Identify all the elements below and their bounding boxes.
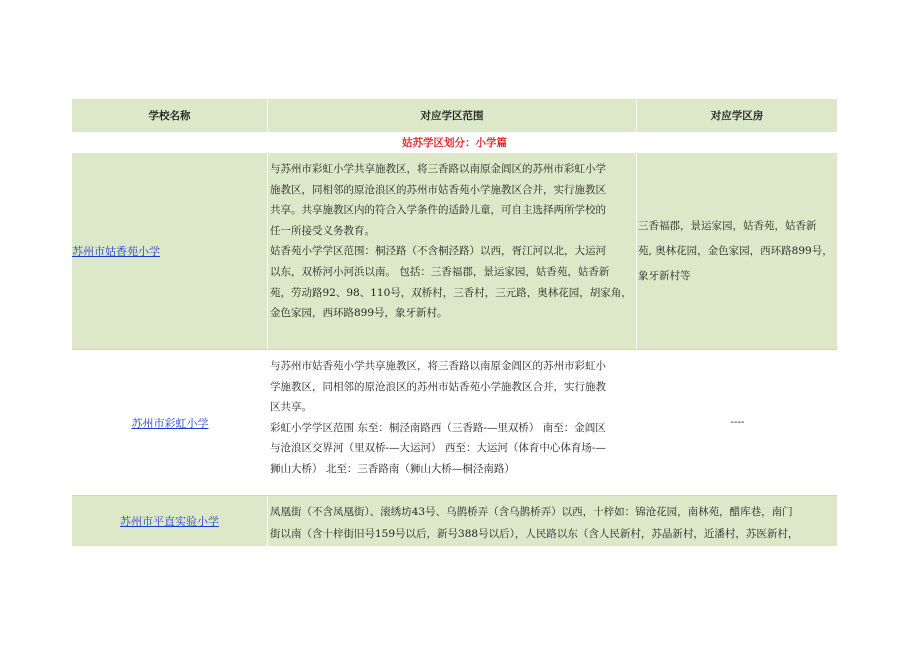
range-line: 狮山大桥） 北至：三香路南（狮山大桥—桐泾南路） bbox=[270, 462, 515, 475]
school-name-cell bbox=[72, 496, 268, 546]
range-line: 苑，劳动路92、98、110号，双桥村，三香村，三元路，奥林花园，胡家角， bbox=[270, 286, 632, 299]
school-link-caihong[interactable]: 苏州市彩虹小学 bbox=[131, 416, 209, 430]
school-name-cell bbox=[72, 350, 268, 495]
range-line: 区共享。 bbox=[270, 401, 312, 414]
table-row bbox=[72, 153, 837, 349]
housing-line: 三香福郡，景运家园，姑香苑，姑香新 bbox=[638, 219, 817, 232]
district-housing-cell bbox=[637, 350, 837, 495]
range-line: 金色家园，西环路899号，象牙新村。 bbox=[270, 307, 448, 320]
district-range-cell bbox=[268, 153, 637, 349]
range-line: 与沧浪区交界河（里双桥-—大运河） 西至：大运河（体育中心体育场-— bbox=[270, 442, 606, 455]
range-line: 与苏州市彩虹小学共享施教区，将三香路以南原金阊区的苏州市彩虹小学 bbox=[270, 163, 606, 175]
range-line: 姑香苑小学学区范围：桐泾路（不含桐泾路）以西，胥江河以北，大运河 bbox=[270, 245, 606, 258]
school-name-cell bbox=[72, 153, 268, 349]
header-district-range: 对应学区范围 bbox=[268, 99, 637, 132]
table-header-row bbox=[72, 99, 837, 132]
range-line: 施教区，同相邻的原沧浪区的苏州市姑香苑小学施教区合并，实行施教区 bbox=[270, 183, 606, 196]
housing-placeholder: ---- bbox=[730, 416, 745, 428]
range-line: 以东，双桥河小河浜以南。 包括：三香福郡，景运家园，姑香苑，姑香新 bbox=[270, 265, 610, 278]
header-school-name: 学校名称 bbox=[72, 99, 268, 132]
school-link-guxiangyuan[interactable]: 苏州市姑香苑小学 bbox=[72, 245, 160, 258]
housing-line: 苑, 奥林花园，金色家园，西环路899号， bbox=[638, 244, 833, 257]
school-district-table bbox=[72, 99, 837, 546]
range-line: 任一所接受义务教育。 bbox=[270, 224, 375, 237]
range-line: 学施教区，同相邻的原沧浪区的苏州市姑香苑小学施教区合并，实行施教 bbox=[270, 380, 606, 393]
district-housing-cell bbox=[637, 153, 837, 349]
table-row bbox=[72, 350, 837, 495]
section-title: 姑苏学区划分：小学篇 bbox=[402, 137, 507, 149]
range-line: 街以南（含十梓街旧号159号以后，新号388号以后），人民路以东（含人民新村，苏晶新村，近潘村，苏医新村， bbox=[270, 528, 799, 540]
header-district-housing: 对应学区房 bbox=[637, 99, 837, 132]
range-line: 凤凰街（不含凤凰街）、滚绣坊43号、乌鹊桥弄（含乌鹊桥弄）以西，十梓如：锦沧花园，南林苑，醋库巷，南门 bbox=[270, 506, 793, 518]
table-row bbox=[72, 496, 837, 546]
range-line: 彩虹小学学区范围 东至：桐泾南路西（三香路-—里双桥） 南至：金阊区 bbox=[270, 421, 606, 434]
district-range-cell bbox=[268, 350, 637, 495]
district-range-cell bbox=[268, 496, 837, 546]
school-link-pingzhi[interactable]: 苏州市平直实验小学 bbox=[120, 515, 219, 528]
range-line: 共享。共享施教区内的符合入学条件的适龄儿童，可自主选择两所学校的 bbox=[270, 204, 606, 217]
range-line: 与苏州市姑香苑小学共享施教区，将三香路以南原金阊区的苏州市彩虹小 bbox=[270, 360, 606, 372]
housing-line: 象牙新村等 bbox=[638, 269, 691, 282]
